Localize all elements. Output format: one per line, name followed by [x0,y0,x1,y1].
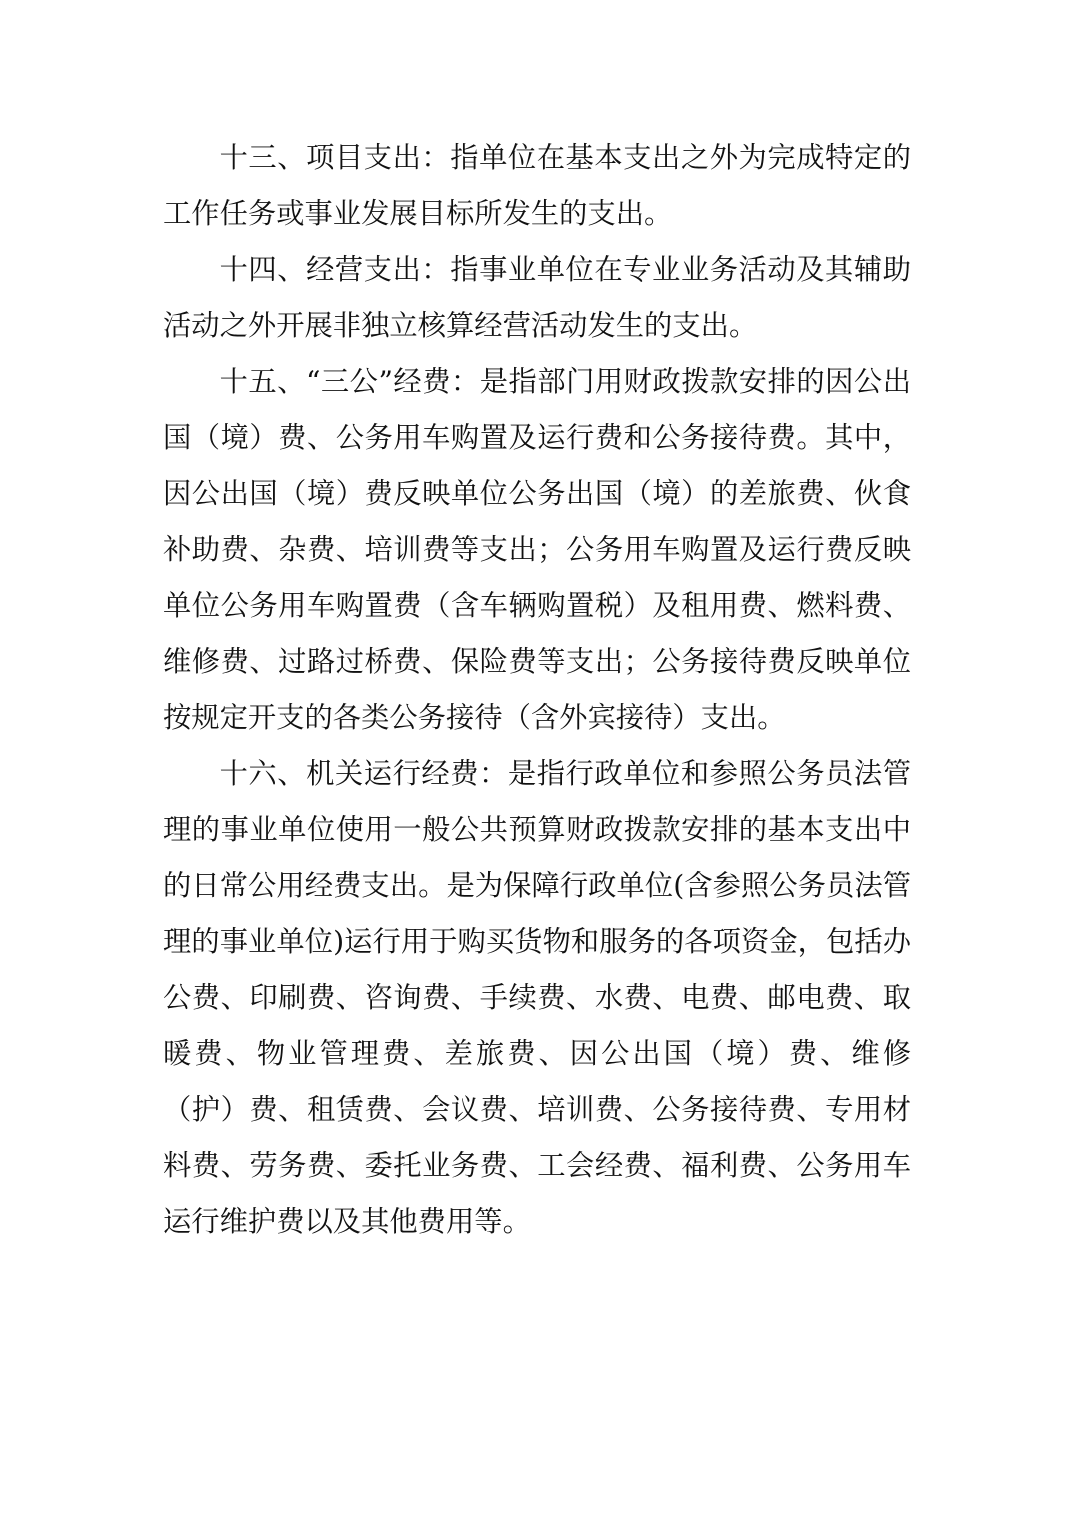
paragraph-agency-operating-expenses: 十六、机关运行经费：是指行政单位和参照公务员法管理的事业单位使用一般公共预算财政拨款安排的基本支出中的日常公用经费支出。是为保障行政单位(含参照公务员法管理的事业单位)运行用于购买货物和服务的各项资金，包括办公费、印刷费、咨询费、手续费、水费、电费、邮电费、取暖费、物业管理费、差旅费、因公出国（境）费、维修（护）费、租赁费、会议费、培训费、公务接待费、专用材料费、劳务费、委托业务费、工会经费、福利费、公务用车运行维护费以及其他费用等。 [163,757,911,1238]
paragraph-operating-expenditure: 十四、经营支出：指事业单位在专业业务活动及其辅助活动之外开展非独立核算经营活动发生的支出。 [163,253,911,342]
paragraph-three-public-expenses: 十五、“三公”经费：是指部门用财政拨款安排的因公出国（境）费、公务用车购置及运行费和公务接待费。其中，因公出国（境）费反映单位公务出国（境）的差旅费、伙食补助费、杂费、培训费等支出；公务用车购置及运行费反映单位公务用车购置费（含车辆购置税）及租用费、燃料费、维修费、过路过桥费、保险费等支出；公务接待费反映单位按规定开支的各类公务接待（含外宾接待）支出。 [163,365,911,734]
document-body [163,130,911,1250]
paragraph-project-expenditure: 十三、项目支出：指单位在基本支出之外为完成特定的工作任务或事业发展目标所发生的支出。 [163,141,911,230]
